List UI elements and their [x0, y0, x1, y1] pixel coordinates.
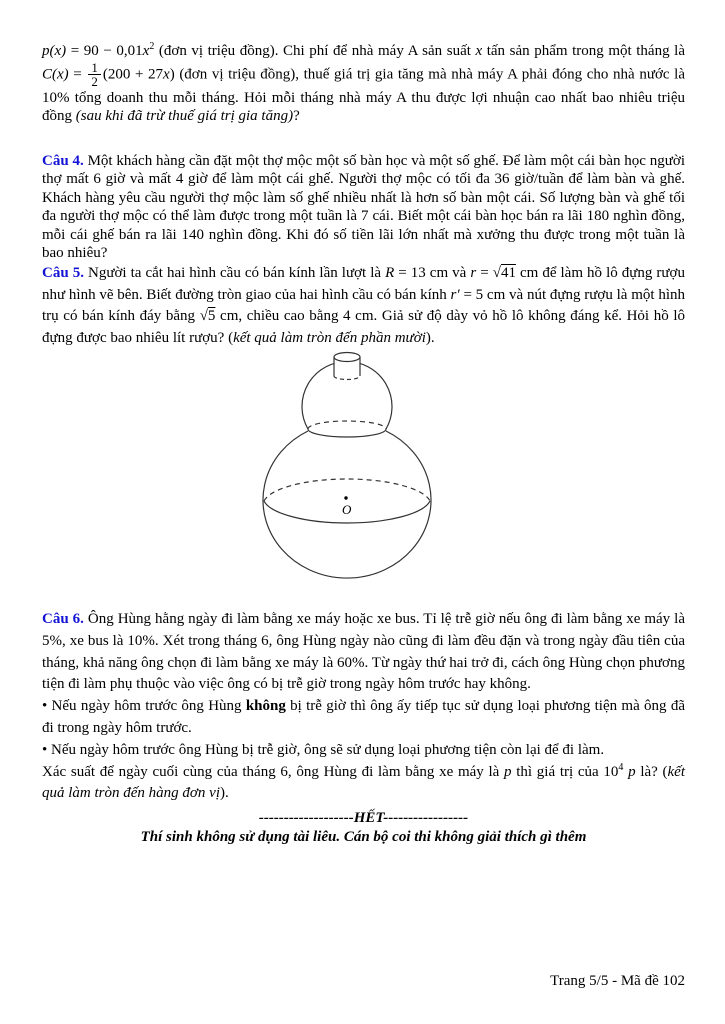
neck-cylinder [334, 352, 360, 379]
bullet-1-pre: • Nếu ngày hôm trước ông Hùng [42, 698, 246, 715]
question-6-text: Ông Hùng hằng ngày đi làm bằng xe máy hoặc xe bus. Tỉ lệ trễ giờ nếu ông đi làm bằng xe máy là 5%, xe bus là 10%. Xét trong tháng 6, ông Hùng ngày nào cũng đi làm đều đặn và trong ngày đầu tiên của tháng, khả năng ông chọn đi làm bằng xe máy là 60%. Từ ngày thứ hai trở đi, cách ông Hùng chọn phương tiện đi làm phụ thuộc vào việc ông có bị trễ giờ trong ngày hôm trước hay không. [42, 610, 685, 693]
question-6-final [42, 762, 685, 806]
fraction-denominator: 2 [91, 74, 98, 90]
radical-sign: √ [199, 308, 208, 325]
formula-p-of-x: p(x) [42, 43, 67, 59]
question-5-italic-note: kết quả làm tròn đến phần mười [233, 330, 426, 347]
radius-r-prime-variable: r′ [450, 286, 460, 303]
intersection-solid-arc [308, 429, 386, 437]
question-5-text-3: để làm hồ lô đựng rượu như hình vẽ bên. Biết đường tròn giao của hai hình cầu có bán kính [42, 264, 685, 303]
intro-paragraph [42, 42, 685, 126]
center-dot [344, 496, 347, 499]
gourd-figure [254, 348, 474, 601]
question-5-end: ). [425, 330, 435, 347]
bullet-1-post: bị trễ giờ thì ông ấy tiếp tục sử dụng loại phương tiện mà ông đã đi trong ngày hôm trước. [42, 698, 685, 736]
formula-p-body: = 90 − 0,01 [66, 43, 143, 59]
sqrt-5 [200, 308, 216, 324]
radius-R-value: = 13 cm [394, 264, 449, 281]
radicand-41: 41 [500, 264, 516, 281]
question-6-bullet-1 [42, 696, 685, 740]
final-text-1: Xác suất để ngày cuối cùng của tháng 6, ông Hùng đi làm bằng xe máy là [42, 763, 505, 780]
gourd-figure-svg [254, 348, 474, 596]
question-6-paragraph [42, 609, 685, 696]
bullet-1-bold-word: không [245, 698, 286, 715]
formula-c-close: ) [169, 66, 175, 83]
exam-instruction-note: Thí sinh không sử dụng tài liêu. Cán bộ coi thi không giải thích gì thêm [140, 828, 587, 845]
bullet-2-text: • Nếu ngày hôm trước ông Hùng bị trễ giờ, ông sẽ sử dụng loại phương tiện còn lại để đi làm. [42, 741, 605, 758]
question-5-text-1: Người ta cắt hai hình cầu có bán kính lần lượt là [83, 264, 386, 281]
radical-sign: √ [492, 264, 501, 281]
final-text-3: là? [635, 763, 663, 780]
intro-question-mark: ? [293, 108, 300, 125]
radius-r-prime-value: = 5 cm [459, 286, 506, 303]
exponent-2: 2 [149, 41, 155, 52]
fraction-numerator: 1 [88, 61, 101, 76]
x-variable: x [475, 43, 483, 59]
intro-text-3: (đơn vị triệu đồng), thuế giá trị gia tăng mà nhà máy A phải đóng cho nhà nước là [174, 66, 685, 83]
x-variable: x [163, 66, 170, 83]
fraction-one-half [88, 61, 101, 89]
unit-cm: cm [215, 308, 239, 325]
final-italic-note: kết quả làm tròn đến hàng đơn vị [42, 763, 685, 802]
radicand-5: 5 [207, 308, 216, 325]
percent-value: 10% [42, 89, 70, 106]
intro-text-2: tấn sản phẩm trong một tháng là [482, 43, 685, 59]
paren-open: ( [662, 763, 668, 780]
sqrt-41 [493, 265, 516, 281]
question-5-label: Câu 5. [42, 264, 84, 281]
exponent-4: 4 [618, 761, 624, 773]
final-text-2: thì giá trị của [511, 763, 604, 780]
question-6-bullet-2 [42, 740, 685, 762]
unit-cm: cm [515, 264, 539, 281]
paren-open: ( [228, 330, 234, 347]
ten-base: 10 [603, 763, 619, 780]
question-5-text-4: và nút đựng rượu là một hình trụ có bán kính đáy bằng [42, 286, 685, 325]
x-variable: x [142, 43, 150, 59]
question-4-label: Câu 4. [42, 152, 84, 169]
question-4-text: Một khách hàng cần đặt một thợ mộc một số bàn học và một số ghế. Để làm một cái bàn học người thợ mất 6 giờ và mất 4 giờ để làm một cái ghế. Người thợ mộc có tối đa 36 giờ/tuần để làm bàn và ghế. Khách hàng yêu cầu người thợ mộc làm số ghế nhiều nhất là hơn số bàn một cái. Số lượng bàn và ghế tối đa người thợ mộc có thể làm được trong một tuần là 7 cái. Biết một cái bàn học bán ra lãi 180 nghìn đồng, mỗi cái ghế bán ra lãi 140 nghìn đồng. Khi đó số tiền lãi lớn nhất mà xưởng thu được trong một tuần là bao nhiêu? [42, 152, 685, 262]
intersection-dashed-arc [308, 421, 386, 429]
p-variable: p [504, 763, 512, 780]
question-6-label: Câu 6. [42, 610, 84, 627]
question-5-text-2: và [448, 264, 471, 281]
intro-text-4: tổng doanh thu mỗi tháng. Hỏi mỗi tháng nhà máy A thu được lợi nhuận cao nhất bao nhiêu triệu đồng [42, 89, 685, 125]
neck-bottom-dashed-arc [334, 376, 360, 380]
question-5-paragraph [42, 263, 685, 350]
center-label: O [341, 501, 351, 517]
intro-text-1: (đơn vị triệu đồng). Chi phí để nhà máy A sản suất [154, 43, 476, 59]
formula-c-body: (200 + 27 [102, 66, 164, 83]
equals-sign: = [68, 66, 87, 83]
question-5-text-5: , chiều cao bằng 4 cm. Giả sử độ dày vỏ hồ lô không đáng kể. Hỏi hồ lô đựng được bao nhiêu lít rượu? [42, 308, 685, 347]
page-number: Trang 5/5 - Mã đề 102 [550, 973, 685, 990]
final-end: ). [220, 785, 229, 802]
equals-sign: = [476, 264, 493, 281]
formula-c-of-x: C(x) [42, 66, 69, 83]
p-variable: p [623, 763, 636, 780]
end-divider: -------------------HẾT----------------- [258, 810, 469, 827]
radius-r-variable: r [470, 264, 477, 281]
radius-R-variable: R [385, 264, 395, 281]
question-4-paragraph [42, 152, 685, 263]
intro-italic-note: (sau khi đã trừ thuế giá trị gia tăng) [75, 108, 294, 125]
